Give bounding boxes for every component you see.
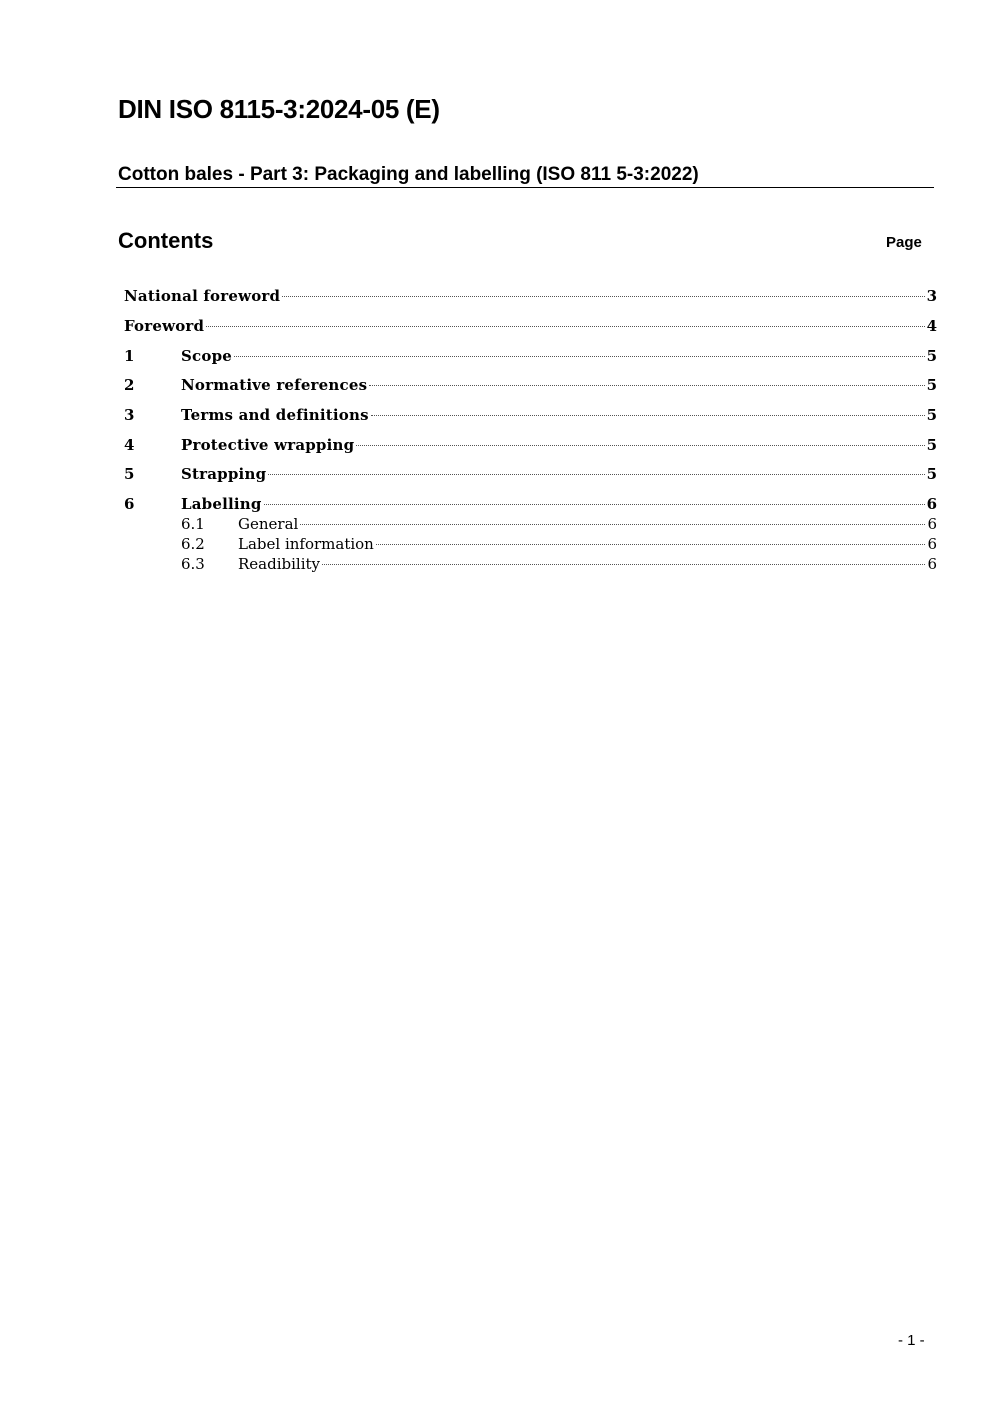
toc-entry-page: 3 bbox=[926, 287, 937, 305]
toc-entry-label: General bbox=[238, 515, 299, 533]
toc-entry-number: 6.3 bbox=[181, 555, 205, 573]
toc-entry-general[interactable] bbox=[124, 514, 937, 534]
toc-entry-page: 6 bbox=[927, 515, 937, 533]
toc-entry-page: 5 bbox=[926, 465, 937, 483]
page-column-label: Page bbox=[886, 234, 922, 251]
toc-entry-page: 5 bbox=[926, 406, 937, 424]
toc-entry-national-foreword[interactable] bbox=[124, 285, 937, 307]
toc-dot-leader bbox=[264, 504, 925, 505]
toc-entry-label: National foreword bbox=[124, 287, 281, 305]
toc-entry-number: 2 bbox=[124, 376, 135, 394]
toc-entry-label: Protective wrapping bbox=[181, 436, 355, 454]
toc-dot-leader bbox=[369, 385, 924, 386]
toc-entry-page: 6 bbox=[927, 555, 937, 573]
title-underline bbox=[116, 187, 934, 188]
toc-entry-label: Readibility bbox=[238, 555, 321, 573]
toc-entry-label: Foreword bbox=[124, 317, 205, 335]
toc-entry-label: Terms and definitions bbox=[181, 406, 369, 424]
toc-dot-leader bbox=[206, 326, 924, 327]
page-number-footer: - 1 - bbox=[898, 1332, 925, 1349]
toc-entry-number: 6.2 bbox=[181, 535, 205, 553]
toc-entry-label: Scope bbox=[181, 347, 233, 365]
toc-dot-leader bbox=[268, 474, 924, 475]
document-identifier: DIN ISO 8115-3:2024-05 (E) bbox=[118, 94, 440, 124]
toc-dot-leader bbox=[376, 544, 926, 545]
toc-entry-strapping[interactable] bbox=[124, 463, 937, 485]
toc-entry-label-information[interactable] bbox=[124, 534, 937, 554]
toc-entry-page: 6 bbox=[927, 535, 937, 553]
toc-entry-protective-wrapping[interactable] bbox=[124, 434, 937, 456]
toc-entry-normative-references[interactable] bbox=[124, 374, 937, 396]
toc-entry-foreword[interactable] bbox=[124, 315, 937, 337]
toc-entry-page: 4 bbox=[926, 317, 937, 335]
toc-entry-label: Strapping bbox=[181, 465, 267, 483]
toc-dot-leader bbox=[234, 356, 925, 357]
toc-dot-leader bbox=[282, 296, 924, 297]
toc-entry-number: 3 bbox=[124, 406, 135, 424]
toc-dot-leader bbox=[356, 445, 924, 446]
toc-entry-page: 5 bbox=[926, 347, 937, 365]
toc-entry-labelling[interactable] bbox=[124, 493, 937, 515]
toc-entry-label: Label information bbox=[238, 535, 374, 553]
toc-entry-page: 5 bbox=[926, 436, 937, 454]
toc-entry-page: 6 bbox=[926, 495, 937, 513]
toc-entry-terms-and-definitions[interactable] bbox=[124, 404, 937, 426]
toc-dot-leader bbox=[300, 524, 925, 525]
toc-entry-number: 5 bbox=[124, 465, 135, 483]
toc-dot-leader bbox=[371, 415, 925, 416]
toc-entry-label: Normative references bbox=[181, 376, 368, 394]
toc-dot-leader bbox=[322, 564, 925, 565]
document-title: Cotton bales - Part 3: Packaging and labelling (ISO 811 5-3:2022) bbox=[118, 164, 699, 185]
toc-entry-label: Labelling bbox=[181, 495, 262, 513]
toc-entry-scope[interactable] bbox=[124, 345, 937, 367]
toc-entry-number: 4 bbox=[124, 436, 135, 454]
toc-entry-readibility[interactable] bbox=[124, 554, 937, 574]
toc-entry-number: 6.1 bbox=[181, 515, 205, 533]
toc-entry-number: 1 bbox=[124, 347, 135, 365]
toc-entry-page: 5 bbox=[926, 376, 937, 394]
contents-heading: Contents bbox=[118, 228, 214, 253]
toc-entry-number: 6 bbox=[124, 495, 135, 513]
